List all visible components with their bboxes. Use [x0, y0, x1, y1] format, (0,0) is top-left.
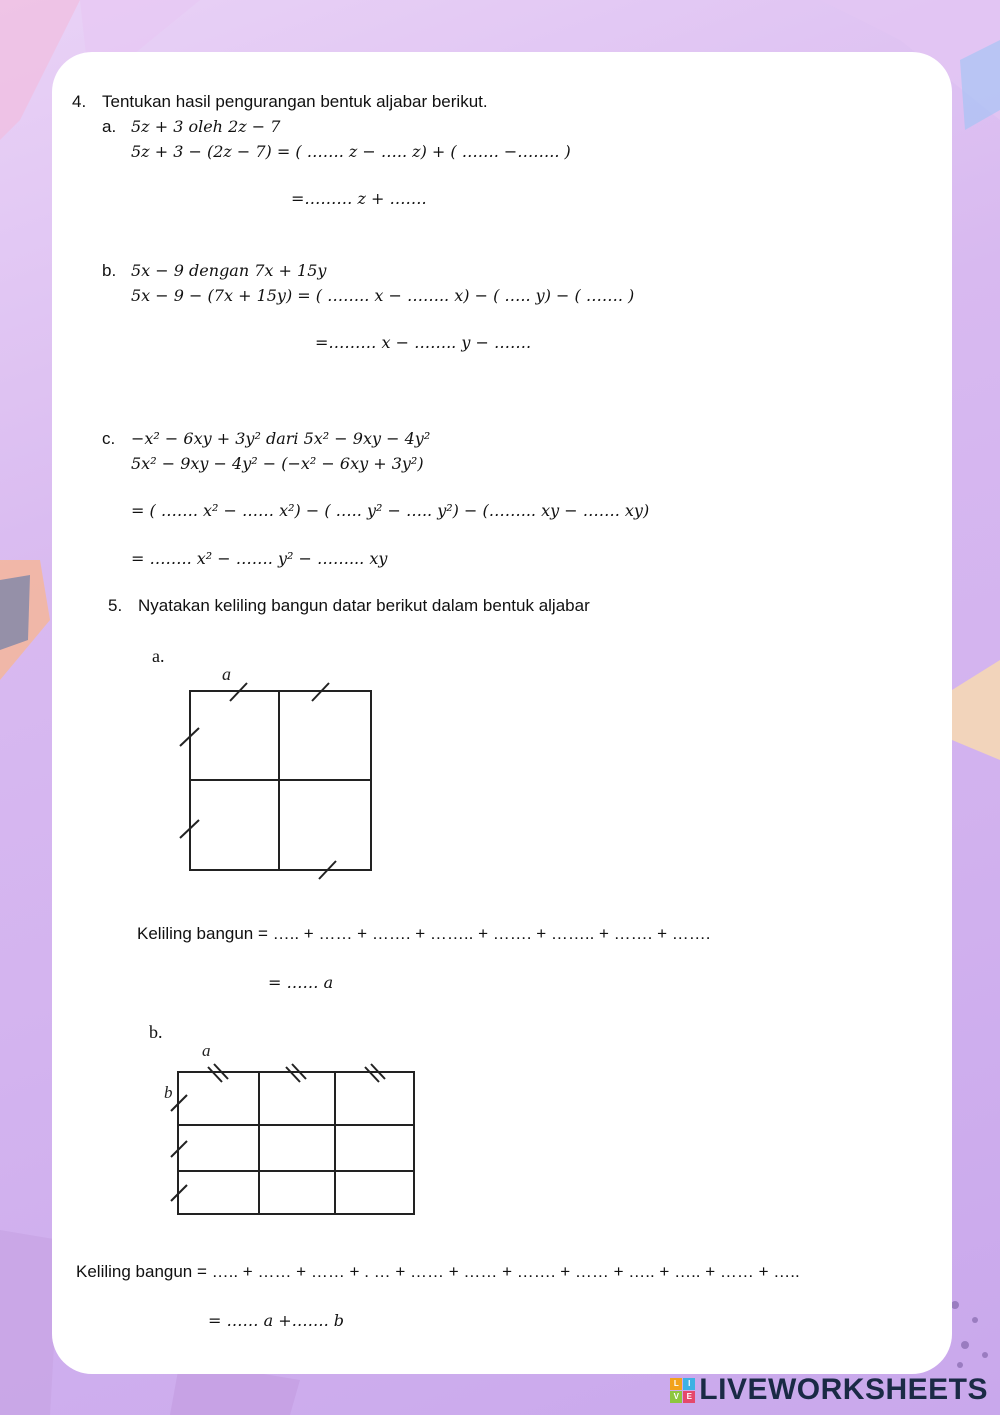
- q4-instruction: Tentukan hasil pengurangan bentuk aljabar berikut.: [102, 92, 488, 111]
- logo-letter: L: [670, 1378, 682, 1390]
- q4b-line1: 5x − 9 − (7x + 15y) = ( …….. x − …….. x) − ( ….. y) − ( ……. ): [131, 286, 635, 305]
- q4a-line2: =……… z + …….: [291, 189, 427, 208]
- q5b-perimeter: Keliling bangun = ….. + …… + …… + . … + …… + …… + ……. + …… + ….. + ….. + …… + …..: [76, 1262, 800, 1281]
- figure-rectangle-grid: [160, 1040, 430, 1220]
- logo-letter: V: [670, 1391, 682, 1403]
- q4c-label: c.: [102, 429, 116, 448]
- side-label-a: a: [222, 664, 231, 684]
- q5a-perimeter: Keliling bangun = ….. + …… + ……. + …….. + ……. + …….. + ……. + …….: [137, 924, 711, 943]
- logo-letter: I: [683, 1378, 695, 1390]
- side-label-b: b: [164, 1083, 173, 1102]
- logo-letter: E: [683, 1391, 695, 1403]
- figure-square-grid: [170, 660, 390, 890]
- q5a-label: a.: [152, 646, 165, 666]
- q4c-line3: = …….. x² − ……. y² − ……... xy: [131, 549, 388, 568]
- q4-number: 4.: [72, 92, 87, 111]
- q4b-label: b.: [102, 261, 117, 280]
- q4a-problem: 5z + 3 oleh 2z − 7: [131, 117, 281, 136]
- q4b-problem: 5x − 9 dengan 7x + 15y: [131, 261, 327, 280]
- q4c-problem: −x² − 6xy + 3y² dari 5x² − 9xy − 4y²: [131, 429, 431, 448]
- q5a-result: = …… a: [268, 973, 334, 992]
- q4a-label: a.: [102, 117, 117, 136]
- q5b-label: b.: [149, 1022, 163, 1042]
- side-label-a: a: [202, 1041, 211, 1060]
- liveworksheets-logo[interactable]: [670, 1373, 988, 1407]
- q5-number: 5.: [108, 596, 123, 615]
- logo-text: LIVEWORKSHEETS: [699, 1373, 988, 1406]
- q4b-line2: =……… x − …….. y − …….: [315, 333, 532, 352]
- q5b-result: = …… a +……. b: [208, 1311, 345, 1330]
- logo-badge-icon: [670, 1378, 695, 1403]
- q4c-line1: 5x² − 9xy − 4y² − (−x² − 6xy + 3y²): [131, 454, 424, 473]
- q4a-line1: 5z + 3 − (2z − 7) = ( ……. z − ….. z) + ( ……. −…….. ): [131, 142, 571, 161]
- q5-instruction: Nyatakan keliling bangun datar berikut dalam bentuk aljabar: [138, 596, 590, 615]
- q4c-line2: = ( ……. x² − …… x²) − ( ….. y² − ….. y²) − (……... xy − ……. xy): [131, 501, 650, 520]
